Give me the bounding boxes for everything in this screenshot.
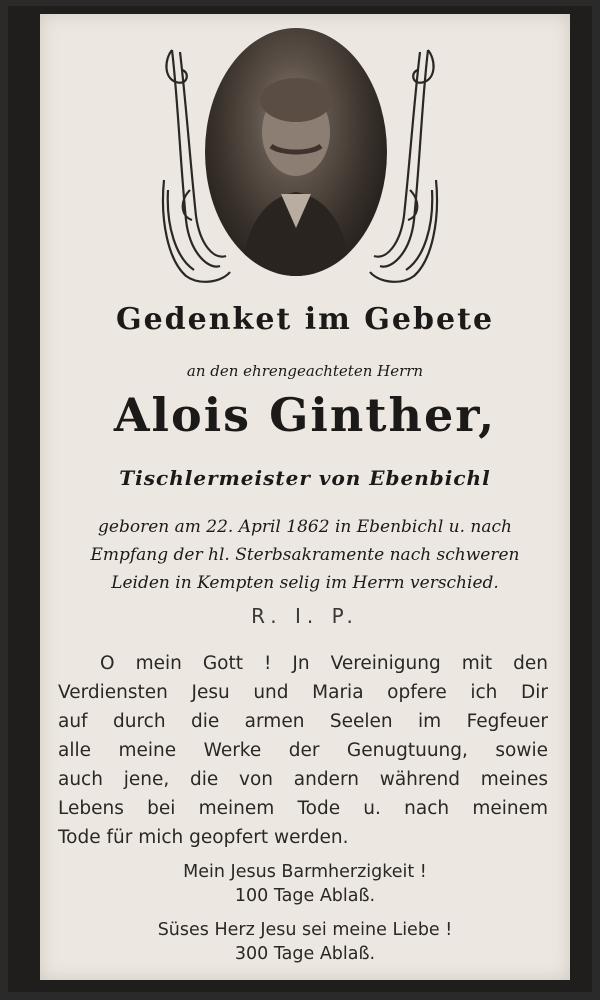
bio-line: Empfang der hl. Sterbsakramente nach schweren (90, 545, 520, 565)
prayer-line: alle meine Werke der Genugtuung, sowie (58, 740, 548, 761)
prayer-text (58, 649, 548, 852)
prayer-line: auf durch die armen Seelen im Fegfeuer (58, 711, 548, 732)
prayer-line: Verdiensten Jesu und Maria opfere ich Dir (58, 682, 548, 703)
bio-line: geboren am 22. April 1862 in Ebenbichl u. nach (98, 517, 512, 537)
prayer-line: O mein Gott ! Jn Vereinigung mit den (100, 653, 548, 674)
rip-text: R. I. P. (251, 604, 359, 628)
indulgence-2 (40, 918, 570, 966)
indulgence-days: 100 Tage Ablaß. (234, 886, 376, 906)
indulgence-1 (40, 860, 570, 908)
biography (40, 513, 570, 597)
indulgence-invocation: Süses Herz Jesu sei meine Liebe ! (157, 920, 453, 940)
prayer-line: Tode für mich geopfert werden. (58, 827, 349, 848)
indulgence-invocation: Mein Jesus Barmherzigkeit ! (183, 862, 427, 882)
card-subtitle: an den ehrengeachteten Herrn (186, 362, 424, 380)
deceased-name: Alois Ginther, (113, 388, 497, 442)
indulgence-days: 300 Tage Ablaß. (234, 944, 376, 964)
portrait-photo (205, 28, 387, 276)
card-title: Gedenket im Gebete (115, 302, 495, 337)
prayer-line: auch jene, die von andern während meines (58, 769, 548, 790)
bio-line: Leiden in Kempten selig im Herrn verschied. (111, 573, 499, 593)
occupation: Tischlermeister von Ebenbichl (119, 466, 491, 490)
prayer-line: Lebens bei meinem Tode u. nach meinem (58, 798, 548, 819)
